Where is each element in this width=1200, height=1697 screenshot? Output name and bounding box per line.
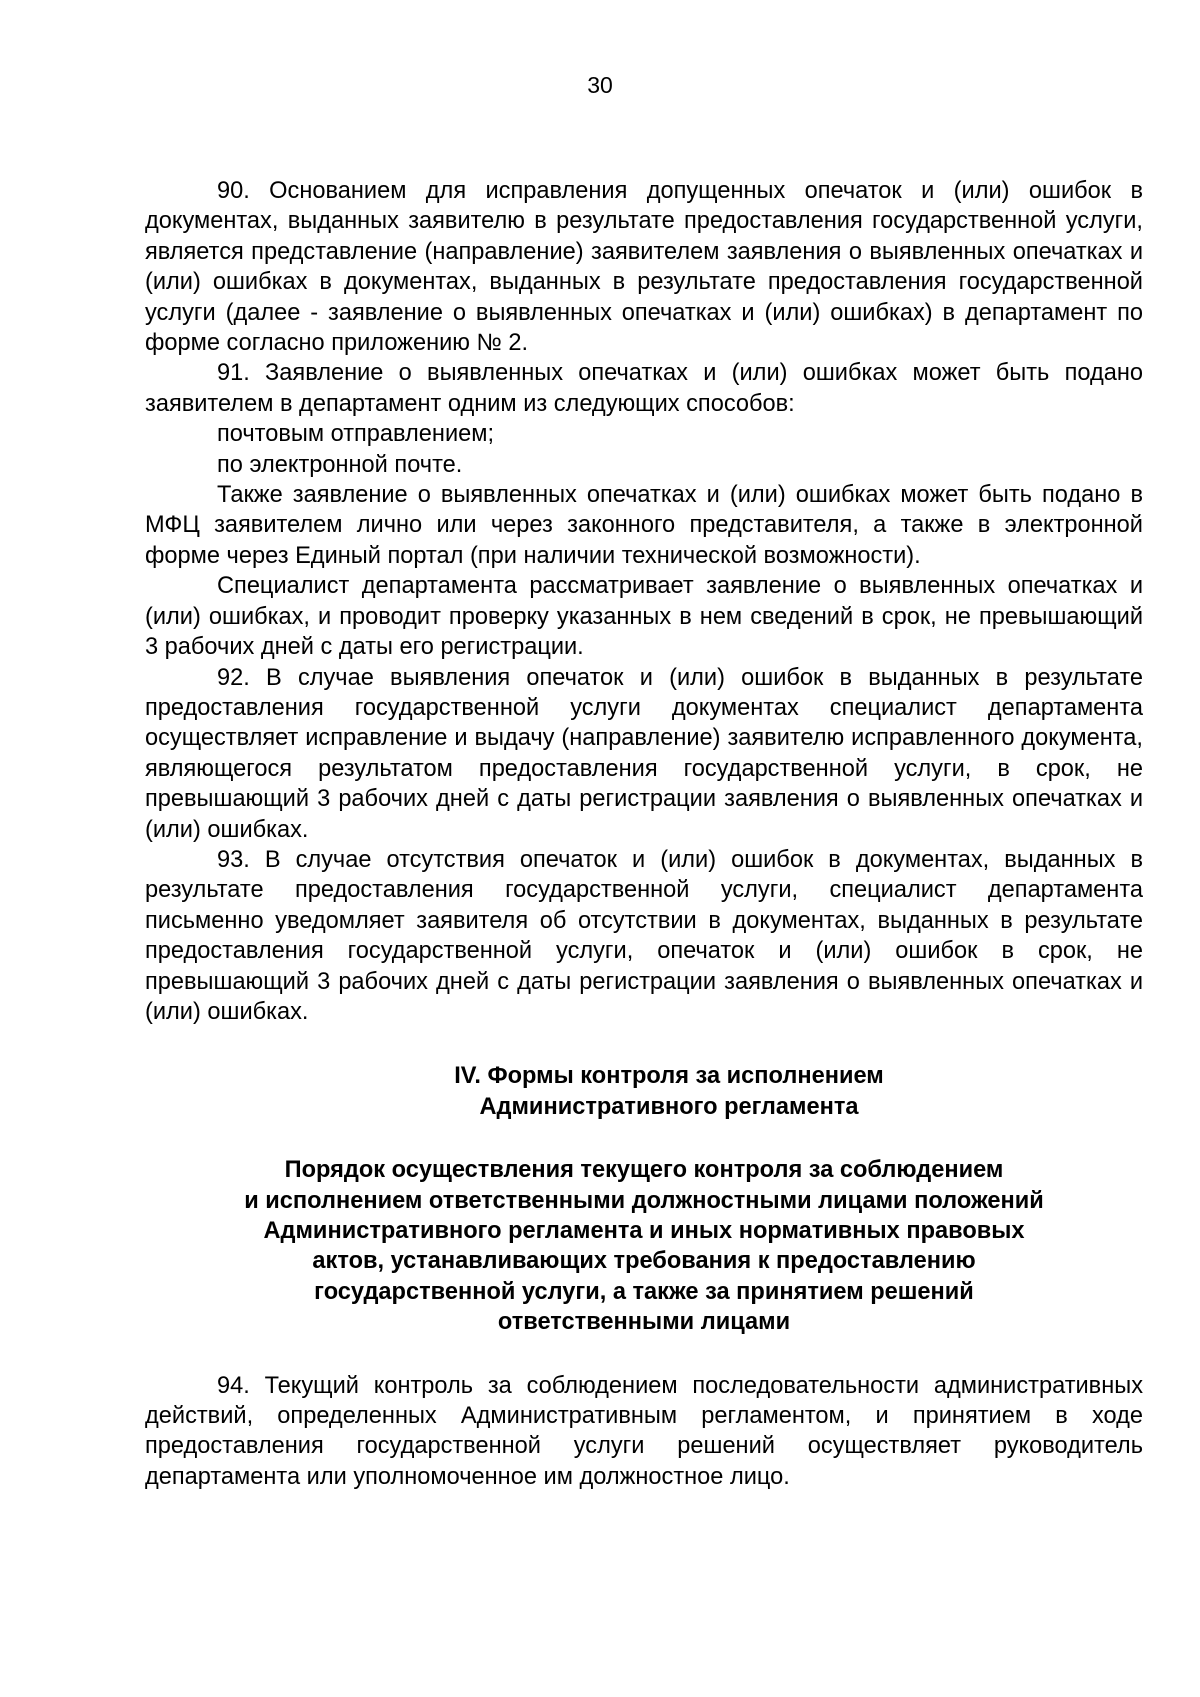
page-number: 30 — [587, 72, 613, 98]
paragraph-90: 90. Основанием для исправления допущенных опечаток и (или) ошибок в документах, выданных заявителю в результате предоставления государственной услуги, является представление (направление) заявителем заявления о выявленных опечатках и (или) ошибках в документах, выданных в результате предоставления государственной услуги (далее - заявление о выявленных опечатках и (или) ошибках) в департамент по форме согласно приложению № 2. — [145, 178, 1143, 357]
paragraph-92: 92. В случае выявления опечаток и (или) ошибок в выданных в результате предоставления государственной услуги документах специалист департамента осуществляет исправление и выдачу (направление) заявителю исправленного документа, являющегося результатом предоставления государственной услуги, в срок, не превышающий 3 рабочих дней с даты регистрации заявления о выявленных опечатках и (или) ошибках. — [145, 664, 1143, 843]
paragraph-mfc: Также заявление о выявленных опечатках и (или) ошибках может быть подано в МФЦ заявителем лично или через законного представителя, а также в электронной форме через Единый портал (при наличии технической возможности). — [145, 482, 1143, 569]
paragraph-93: 93. В случае отсутствия опечаток и (или) ошибок в документах, выданных в результате предоставления государственной услуги, специалист департамента письменно уведомляет заявителя об отсутствии в документах, выданных в результате предоставления государственной услуги, опечаток и (или) ошибок в срок, не превышающий 3 рабочих дней с даты регистрации заявления о выявленных опечатках и (или) ошибках. — [145, 846, 1143, 1025]
list-item-postal: почтовым отправлением; — [217, 421, 495, 448]
document-body — [145, 176, 1143, 1492]
list-item-email: по электронной почте. — [217, 451, 463, 478]
sub-heading — [145, 1155, 1143, 1337]
paragraph-94: 94. Текущий контроль за соблюдением последовательности административных действий, определенных Административным регламентом, и принятием в ходе предоставления государственной услуги решений осуществляет руководитель департамента или уполномоченное им должностное лицо. — [145, 1372, 1143, 1490]
sub-heading-line-5: государственной услуги, а также за принятием решений — [314, 1278, 974, 1305]
section-heading — [145, 1061, 1143, 1122]
sub-heading-line-3: Административного регламента и иных нормативных правовых — [263, 1218, 1025, 1244]
sub-heading-line-6: ответственными лицами — [497, 1309, 791, 1336]
section-heading-line-2: Административного регламента — [479, 1093, 859, 1120]
paragraph-specialist: Специалист департамента рассматривает заявление о выявленных опечатках и (или) ошибках, и проводит проверку указанных в нем сведений в срок, не превышающий 3 рабочих дней с даты его регистрации. — [145, 573, 1143, 661]
sub-heading-line-4: актов, устанавливающих требования к предоставлению — [312, 1248, 976, 1275]
paragraph-91: 91. Заявление о выявленных опечатках и (или) ошибках может быть подано заявителем в департамент одним из следующих способов: — [145, 360, 1143, 417]
sub-heading-line-2: и исполнением ответственными должностными лицами положений — [244, 1187, 1044, 1214]
sub-heading-line-1: Порядок осуществления текущего контроля за соблюдением — [284, 1157, 1004, 1184]
section-heading-line-1: IV. Формы контроля за исполнением — [454, 1063, 884, 1090]
